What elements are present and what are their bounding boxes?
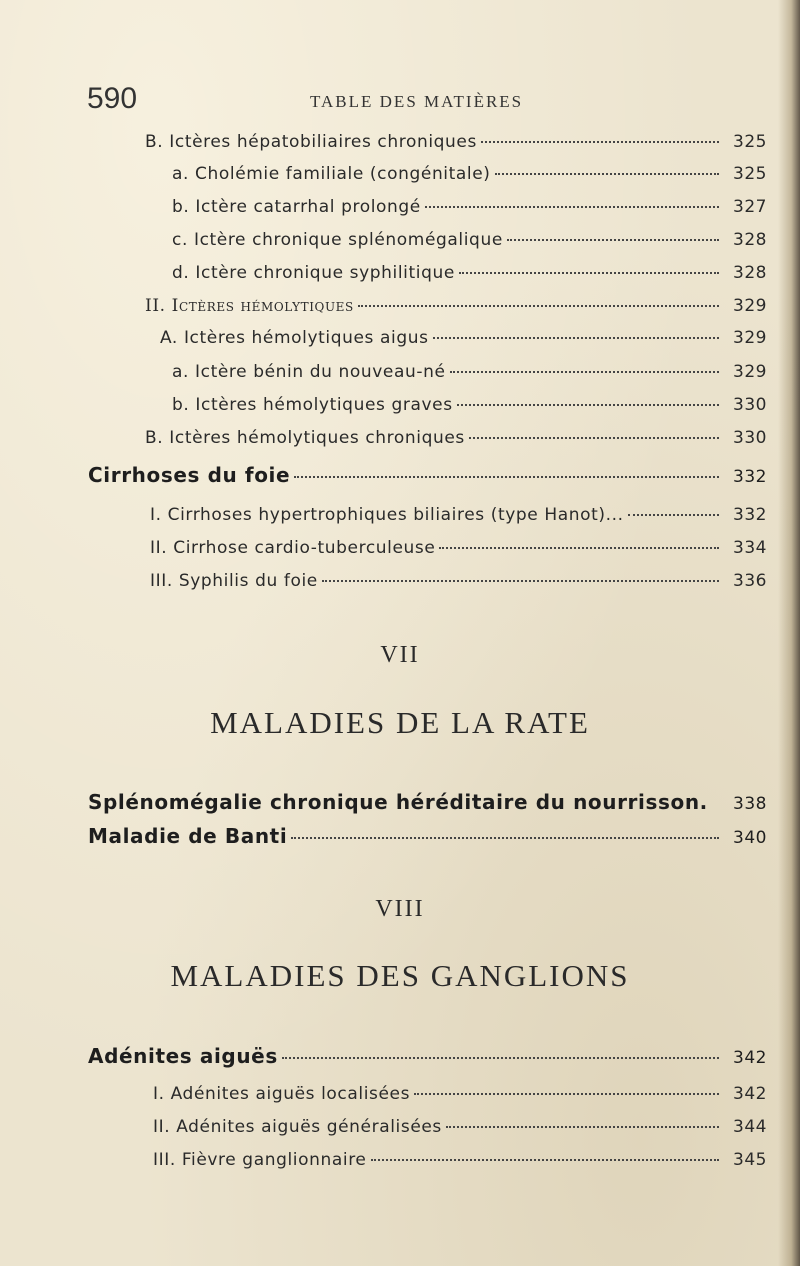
dot-leader: [481, 141, 719, 143]
page-ref: 344: [733, 1117, 767, 1137]
page-header: [0, 82, 800, 118]
toc-entry[interactable]: I. Adénites aiguës localisées 342: [153, 1084, 767, 1104]
dot-leader: [459, 272, 719, 274]
page-ref: 342: [733, 1084, 767, 1104]
section-number: VIII: [375, 896, 425, 922]
page-ref: 332: [733, 467, 767, 487]
toc-heading[interactable]: Cirrhoses du foie 332: [88, 463, 767, 487]
page-ref: 330: [733, 395, 767, 415]
toc-entry[interactable]: B. Ictères hépatobiliaires chroniques 325: [145, 132, 767, 152]
dot-leader: [507, 239, 719, 241]
dot-leader: [358, 305, 719, 307]
page-ref: 329: [733, 296, 767, 316]
toc-heading[interactable]: Splénomégalie chronique héréditaire du nourrisson. 338: [88, 790, 767, 814]
page-ref: 342: [733, 1048, 767, 1068]
page-edge-shadow: [778, 0, 800, 1266]
section-title: MALADIES DE LA RATE: [210, 705, 590, 740]
page-ref: 345: [733, 1150, 767, 1170]
page-ref: 329: [733, 328, 767, 348]
toc-entry[interactable]: a. Cholémie familiale (congénitale) 325: [172, 164, 767, 184]
toc-entry[interactable]: b. Ictères hémolytiques graves 330: [172, 395, 767, 415]
dot-leader: [457, 404, 719, 406]
toc-entry[interactable]: B. Ictères hémolytiques chroniques 330: [145, 428, 767, 448]
toc-entry[interactable]: II. Adénites aiguës généralisées 344: [153, 1117, 767, 1137]
page-ref: 336: [733, 571, 767, 591]
page-ref: 340: [733, 828, 767, 848]
page-ref: 327: [733, 197, 767, 217]
toc-entry[interactable]: b. Ictère catarrhal prolongé 327: [172, 197, 767, 217]
page-number: 590: [87, 82, 138, 115]
page-ref: 332: [733, 505, 767, 525]
page-ref: 328: [733, 263, 767, 283]
page-ref: 338: [733, 794, 767, 814]
page-ref: 328: [733, 230, 767, 250]
page-ref: 325: [733, 132, 767, 152]
toc-entry[interactable]: III. Syphilis du foie 336: [150, 571, 767, 591]
toc-heading[interactable]: Maladie de Banti 340: [88, 824, 767, 848]
section-title: MALADIES DES GANGLIONS: [170, 958, 630, 993]
dot-leader: [291, 837, 719, 839]
page-ref: 334: [733, 538, 767, 558]
dot-leader: [495, 173, 719, 175]
dot-leader: [371, 1159, 720, 1161]
section-number: VII: [380, 642, 420, 668]
dot-leader: [628, 514, 719, 516]
toc-entry[interactable]: d. Ictère chronique syphilitique 328: [172, 263, 767, 283]
toc-entry[interactable]: A. Ictères hémolytiques aigus 329: [160, 328, 767, 348]
toc-heading[interactable]: Adénites aiguës 342: [88, 1044, 767, 1068]
page-ref: 330: [733, 428, 767, 448]
toc-entry[interactable]: II. Ictères hémolytiques 329: [145, 296, 767, 316]
dot-leader: [322, 580, 719, 582]
dot-leader: [433, 337, 719, 339]
dot-leader: [450, 371, 719, 373]
dot-leader: [439, 547, 719, 549]
toc-entry[interactable]: III. Fièvre ganglionnaire 345: [153, 1150, 767, 1170]
dot-leader: [425, 206, 719, 208]
toc-entry[interactable]: c. Ictère chronique splénomégalique 328: [172, 230, 767, 250]
dot-leader: [469, 437, 719, 439]
page-ref: 325: [733, 164, 767, 184]
running-title: TABLE DES MATIÈRES: [310, 92, 524, 111]
page-ref: 329: [733, 362, 767, 382]
toc-entry[interactable]: II. Cirrhose cardio-tuberculeuse 334: [150, 538, 767, 558]
toc-entry[interactable]: I. Cirrhoses hypertrophiques biliaires (type Hanot)... 332: [150, 505, 767, 525]
dot-leader: [294, 476, 719, 478]
toc-entry[interactable]: a. Ictère bénin du nouveau-né 329: [172, 362, 767, 382]
dot-leader: [414, 1093, 719, 1095]
dot-leader: [282, 1057, 719, 1059]
dot-leader: [446, 1126, 719, 1128]
